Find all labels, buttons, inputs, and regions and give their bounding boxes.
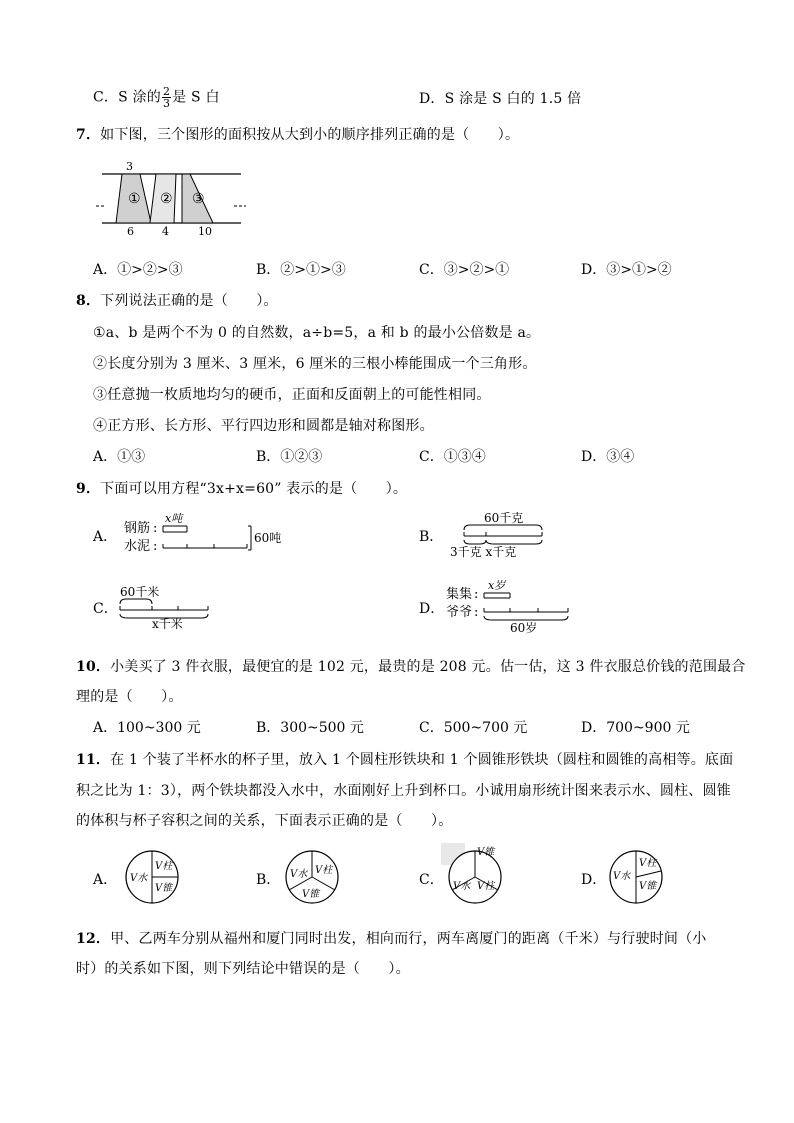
svg-text:V锥: V锥: [477, 847, 495, 858]
q8-option-a[interactable]: A．①③: [93, 449, 146, 465]
q9-option-c-letter[interactable]: C．: [93, 601, 118, 617]
svg-text:60千米: 60千米: [120, 585, 160, 599]
q9-number: 9．: [76, 481, 101, 497]
q8-option-c[interactable]: C．①③④: [419, 449, 486, 465]
svg-text:3千克 x千克: 3千克 x千克: [450, 545, 517, 559]
q7-option-b[interactable]: B．②>①>③: [256, 262, 346, 278]
q12-stem-line2: 时）的关系如下图，则下列结论中错误的是（ ）。: [76, 961, 410, 977]
q8-statement-1: ①a、b 是两个不为 0 的自然数，a÷b=5，a 和 b 的最小公倍数是 a。: [93, 325, 541, 341]
q9-option-b-letter[interactable]: B．: [419, 529, 444, 545]
q11-number: 11．: [76, 752, 111, 768]
q9-option-c-diagram[interactable]: [116, 582, 216, 630]
q9-option-a-diagram[interactable]: [120, 510, 290, 558]
svg-text:60千克: 60千克: [484, 511, 524, 525]
q8-option-d[interactable]: D．③④: [581, 449, 635, 465]
svg-text::: :: [153, 539, 158, 554]
svg-text:V锥: V锥: [302, 889, 320, 900]
q10-text: 小美买了 3 件衣服，最便宜的是 102 元，最贵的是 208 元。估一估，这 3 件衣服总价钱的范围最合: [110, 659, 746, 675]
q7-option-d[interactable]: D．③>①>②: [581, 262, 672, 278]
q9-option-a-letter[interactable]: A．: [93, 529, 118, 545]
svg-text:水泥: 水泥: [124, 539, 151, 554]
q11-option-a-letter[interactable]: A．: [93, 872, 118, 888]
svg-text:60岁: 60岁: [510, 621, 538, 634]
q11-stem-line1: [76, 749, 733, 769]
svg-text:钢筋: 钢筋: [124, 521, 151, 536]
q6-option-c[interactable]: [93, 86, 220, 109]
q6-option-c-fraction: $\frac{2}{3}$: [162, 85, 171, 110]
q8-number: 8．: [76, 293, 101, 309]
q7-text: 如下图，三个图形的面积按从大到小的顺序排列正确的是（ ）。: [100, 127, 520, 143]
svg-text:60吨: 60吨: [254, 531, 282, 545]
q8-statement-4: ④正方形、长方形、平行四边形和圆都是轴对称图形。: [93, 418, 434, 434]
q10-stem-line1: [76, 656, 746, 676]
q12-text: 甲、乙两车分别从福州和厦门同时出发，相向而行，两车离厦门的距离（千米）与行驶时间（小: [110, 931, 707, 947]
svg-text:V水: V水: [453, 881, 471, 892]
svg-text:x千米: x千米: [152, 617, 183, 630]
q11-option-b-letter[interactable]: B．: [256, 872, 281, 888]
q11-option-c-pie[interactable]: [441, 843, 505, 905]
q8-statement-3: ③任意抛一枚质地均匀的硬币，正面和反面朝上的可能性相同。: [93, 387, 491, 403]
q9-option-d-letter[interactable]: D．: [419, 601, 445, 617]
q7-number: 7．: [76, 127, 101, 143]
svg-text:V柱: V柱: [639, 858, 657, 869]
q10-number: 10．: [76, 659, 111, 675]
q8-statement-2: ②长度分别为 3 厘米、3 厘米，6 厘米的三根小棒能围成一个三角形。: [93, 356, 537, 372]
q12-stem-line1: [76, 928, 707, 948]
q11-stem-line2: 积之比为 1：3），两个铁块都没入水中，水面刚好上升到杯口。小诚用扇形统计图来表示水、圆柱、圆锥: [76, 783, 731, 799]
svg-text:②: ②: [160, 191, 173, 207]
q10-option-b[interactable]: B．300~500 元: [256, 720, 364, 736]
q7-figure: [96, 157, 246, 241]
q9-stem: [76, 478, 407, 498]
q12-number: 12．: [76, 931, 111, 947]
svg-text:V柱: V柱: [315, 865, 333, 876]
q10-stem-line2: 理的是（ ）。: [76, 689, 183, 705]
q9-option-d-diagram[interactable]: [444, 580, 574, 634]
svg-text:10: 10: [198, 225, 212, 238]
svg-text:6: 6: [127, 225, 134, 238]
svg-text:V柱: V柱: [155, 861, 173, 872]
q6-option-c-prefix: C．S 涂的: [93, 89, 161, 106]
q9-text: 下面可以用方程“3x+x=60” 表示的是（ ）。: [100, 481, 408, 497]
svg-text:③: ③: [192, 191, 205, 207]
q7-stem: [76, 124, 519, 144]
svg-text:V锥: V锥: [155, 883, 173, 894]
q11-option-b-pie[interactable]: [284, 849, 340, 905]
q8-stem: [76, 290, 278, 310]
svg-text::: :: [474, 587, 479, 602]
q10-option-d[interactable]: D．700~900 元: [581, 720, 690, 736]
svg-text:集集: 集集: [446, 587, 473, 602]
q6-option-d[interactable]: D．S 涂是 S 白的 1.5 倍: [419, 91, 582, 107]
svg-text:V水: V水: [130, 873, 148, 884]
q8-option-b[interactable]: B．①②③: [256, 449, 323, 465]
q11-option-a-pie[interactable]: [124, 849, 180, 905]
svg-text:x岁: x岁: [488, 580, 506, 592]
q10-option-c[interactable]: C．500~700 元: [419, 720, 528, 736]
q8-text: 下列说法正确的是（ ）。: [100, 293, 278, 309]
q7-top-label: 3: [126, 160, 133, 173]
svg-text:爷爷: 爷爷: [446, 605, 473, 620]
q11-option-c-letter[interactable]: C．: [419, 872, 444, 888]
svg-text:V水: V水: [290, 869, 308, 880]
svg-text::: :: [474, 605, 479, 620]
q11-text: 在 1 个装了半杯水的杯子里，放入 1 个圆柱形铁块和 1 个圆锥形铁块（圆柱和圆锥的高相等。底面: [110, 752, 734, 768]
q9-option-b-diagram[interactable]: [446, 508, 556, 560]
svg-text:①: ①: [128, 191, 141, 207]
svg-text:x吨: x吨: [165, 512, 183, 525]
svg-text:V水: V水: [613, 871, 631, 882]
q11-stem-line3: 的体积与杯子容积之间的关系，下面表示正确的是（ ）。: [76, 813, 453, 829]
svg-text:V柱: V柱: [477, 881, 495, 892]
q7-option-c[interactable]: C．③>②>①: [419, 262, 510, 278]
q10-option-a[interactable]: A．100~300 元: [93, 720, 201, 736]
svg-text:4: 4: [162, 225, 169, 238]
svg-text:V锥: V锥: [639, 881, 657, 892]
svg-text::: :: [153, 521, 158, 536]
q11-option-d-pie[interactable]: [608, 849, 664, 905]
q11-option-d-letter[interactable]: D．: [581, 872, 607, 888]
q7-option-a[interactable]: A．①>②>③: [93, 262, 183, 278]
q6-option-c-suffix: 是 S 白: [172, 89, 220, 106]
